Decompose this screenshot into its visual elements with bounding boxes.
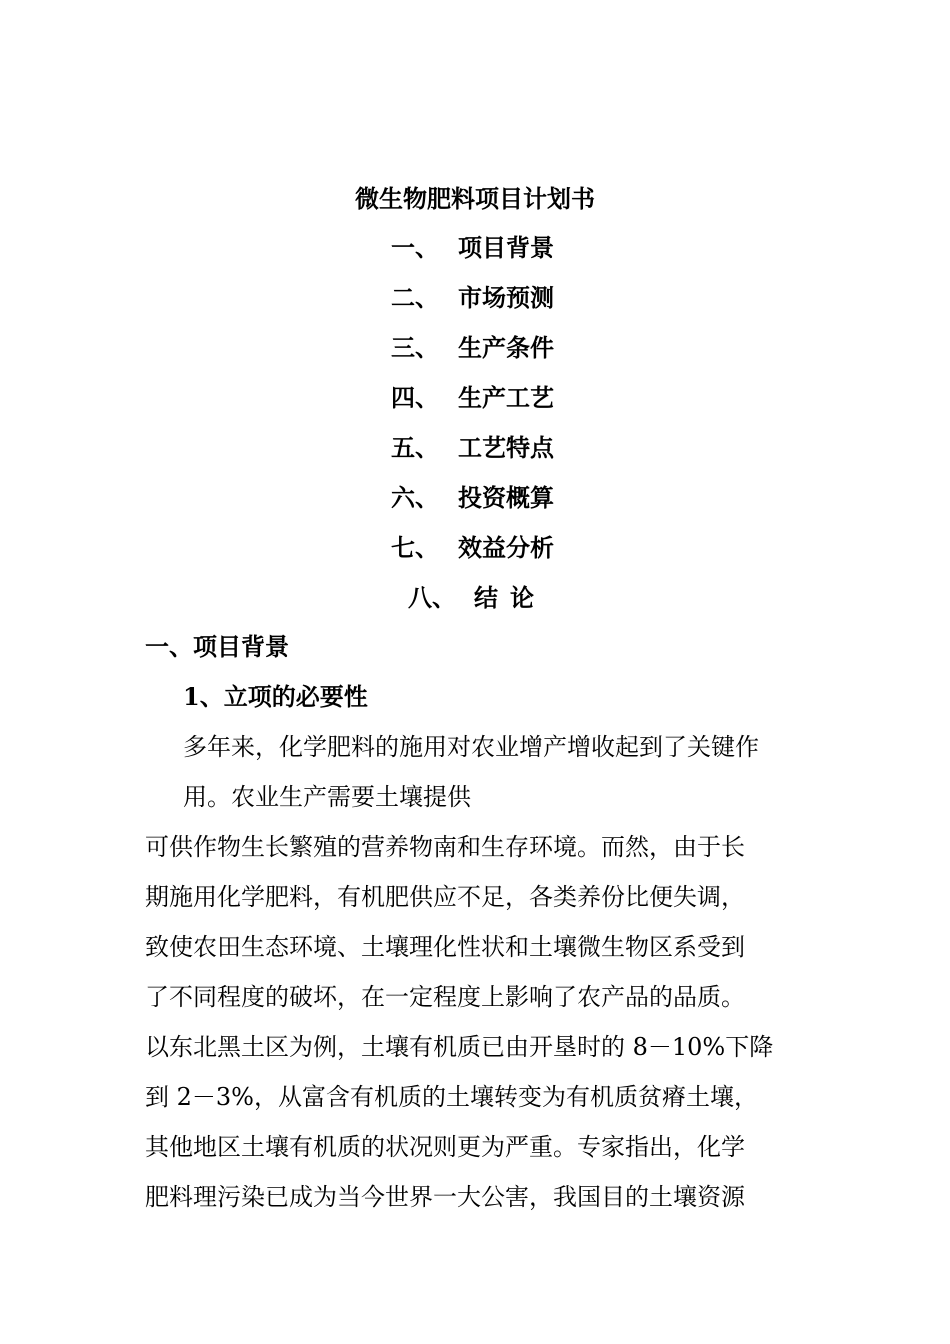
toc-item <box>0 230 950 280</box>
toc-item-label: 项目背景 <box>458 233 554 262</box>
body-line: 用。农业生产需要土壤提供 <box>183 783 471 811</box>
toc-item-number: 七、 <box>391 533 439 562</box>
toc-item-label: 效益分析 <box>458 533 554 562</box>
toc-item-number: 五、 <box>391 433 439 462</box>
toc-item-number: 六、 <box>391 483 439 512</box>
toc-item <box>0 430 950 480</box>
sub-heading: 1、立项的必要性 <box>183 682 368 711</box>
toc-item <box>0 580 950 630</box>
toc-item <box>0 530 950 580</box>
toc-item-number: 八、 <box>408 583 456 612</box>
toc-item-label: 生产工艺 <box>458 383 554 412</box>
section-heading: 一、项目背景 <box>145 632 289 661</box>
toc-item-number: 一、 <box>391 233 439 262</box>
body-line: 肥料理污染已成为当今世界一大公害，我国目的土壤资源 <box>145 1183 745 1211</box>
toc-item-label: 生产条件 <box>458 333 554 362</box>
toc-item-number: 二、 <box>391 283 439 312</box>
toc-item-number: 四、 <box>391 383 439 412</box>
body-line: 了不同程度的破坏，在一定程度上影响了农产品的品质。 <box>145 983 745 1011</box>
document-title: 微生物肥料项目计划书 <box>355 184 595 213</box>
toc-item-label: 市场预测 <box>458 283 554 312</box>
toc-item-label: 投资概算 <box>458 483 554 512</box>
table-of-contents <box>0 230 950 630</box>
toc-item <box>0 480 950 530</box>
toc-item-number: 三、 <box>391 333 439 362</box>
toc-item <box>0 380 950 430</box>
body-line: 多年来，化学肥料的施用对农业增产增收起到了关键作 <box>183 733 759 761</box>
body-line: 其他地区土壤有机质的状况则更为严重。专家指出，化学 <box>145 1133 745 1161</box>
body-line: 可供作物生长繁殖的营养物南和生存环境。而然，由于长 <box>145 833 745 861</box>
body-line: 期施用化学肥料，有机肥供应不足，各类养份比便失调， <box>145 883 745 911</box>
toc-item <box>0 280 950 330</box>
toc-item <box>0 330 950 380</box>
body-line: 到 2－3%，从富含有机质的土壤转变为有机质贫瘠土壤， <box>145 1083 758 1111</box>
toc-item-label: 结论 <box>474 583 546 612</box>
body-line: 以东北黑土区为例，土壤有机质已由开垦时的 8－10%下降 <box>145 1033 774 1061</box>
body-line: 致使农田生态环境、土壤理化性状和土壤微生物区系受到 <box>145 933 745 961</box>
toc-item-label: 工艺特点 <box>458 433 554 462</box>
